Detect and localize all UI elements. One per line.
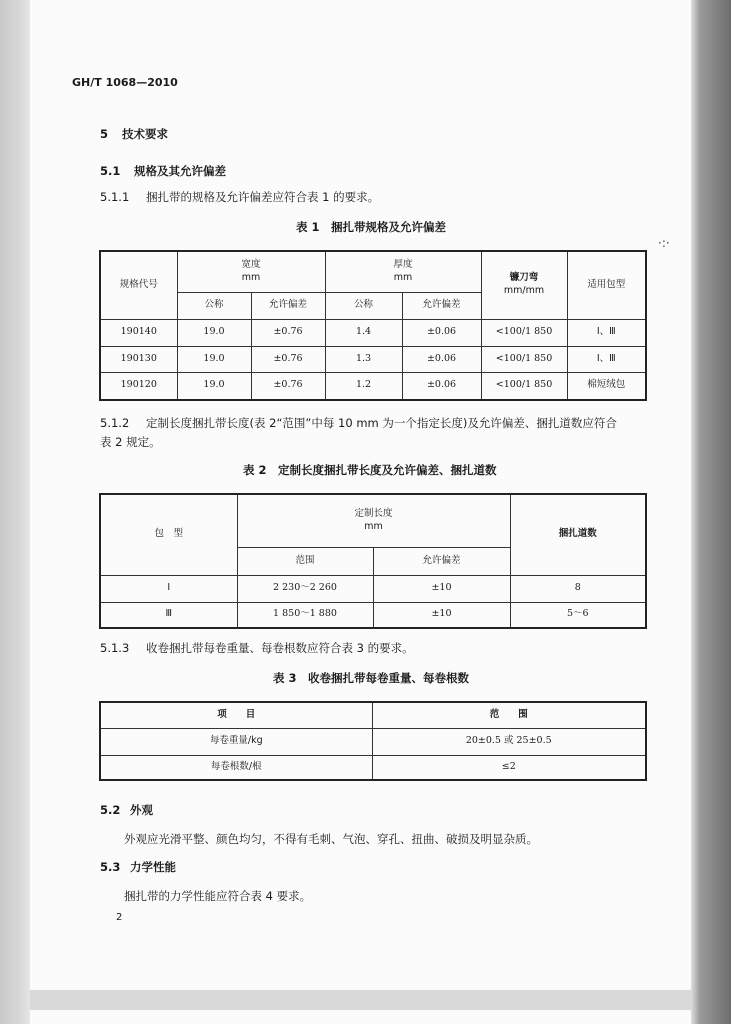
table-2 [99,493,647,629]
t1-cell-code: 190130 [100,346,177,372]
t3-cell-range: 20±0.5 或 25±0.5 [372,728,646,755]
section-5-2-text: 外观应光滑平整、颜色均匀，不得有毛刺、气泡、穿孔、扭曲、破损及明显杂质。 [124,832,538,846]
t1-header-spec: 规格代号 [100,251,177,319]
table-1-caption: 表 1 捆扎带规格及允许偏差 [296,220,447,234]
t2-sub-tol: 允许偏差 [373,547,510,575]
t1-cell-code: 190140 [100,319,177,346]
t3-cell-item: 每卷根数/根 [100,755,372,780]
section-5-3-num: 5.3 [100,860,121,874]
t1-sub-width-nominal: 公称 [177,292,251,319]
t2-header-bale: 包 型 [100,494,237,575]
t1-cell-width-tol: ±0.76 [251,319,325,346]
table-2-caption: 表 2 定制长度捆扎带长度及允许偏差、捆扎道数 [243,463,497,477]
t1-header-thickness: 厚度 mm [325,251,481,292]
t1-cell-bale: 棉短绒包 [567,372,646,400]
t1-sub-thick-tol: 允许偏差 [402,292,481,319]
t1-cell-sickle: <100/1 850 [481,372,567,400]
t3-header-range: 范 围 [372,702,646,728]
t2-cell-tol: ±10 [373,602,510,628]
section-5-1-2-line2: 表 2 规定。 [100,435,161,449]
section-5-1-3-num: 5.1.3 [100,641,130,655]
section-5-1-1-num: 5.1.1 [100,190,130,204]
t1-cell-thick-tol: ±0.06 [402,372,481,400]
t2-cell-tol: ±10 [373,575,510,602]
t3-cell-range: ≤2 [372,755,646,780]
table-row [100,575,646,602]
t2-cell-bale: Ⅰ [100,575,237,602]
section-5-1-title: 规格及其允许偏差 [134,164,226,178]
t1-cell-width-tol: ±0.76 [251,372,325,400]
t1-cell-width: 19.0 [177,319,251,346]
table-row [100,346,646,372]
scan-speck: ·:· [658,236,670,250]
section-5-2-num: 5.2 [100,803,121,817]
table-row [100,755,646,780]
section-5-num: 5 [100,127,109,141]
table-3-caption: 表 3 收卷捆扎带每卷重量、每卷根数 [273,671,470,685]
t1-cell-thickness: 1.4 [325,319,402,346]
t1-cell-thick-tol: ±0.06 [402,346,481,372]
next-page-edge [30,1010,691,1024]
section-5-title: 技术要求 [122,127,168,141]
section-5-1-1-text: 捆扎带的规格及允许偏差应符合表 1 的要求。 [146,190,380,204]
table-row [100,319,646,346]
t1-sub-thick-nominal: 公称 [325,292,402,319]
t1-cell-width-tol: ±0.76 [251,346,325,372]
t1-cell-sickle: <100/1 850 [481,319,567,346]
t1-cell-width: 19.0 [177,346,251,372]
t1-cell-thickness: 1.3 [325,346,402,372]
section-5-1-3-text: 收卷捆扎带每卷重量、每卷根数应符合表 3 的要求。 [146,641,414,655]
table-1 [99,250,647,401]
section-5-1-num: 5.1 [100,164,121,178]
page-gap [30,990,691,1010]
t1-cell-bale: Ⅰ、Ⅲ [567,319,646,346]
section-5-3-title: 力学性能 [130,860,176,874]
t2-header-straps: 捆扎道数 [510,494,646,575]
page-number: 2 [116,912,123,923]
section-5-1-2-num: 5.1.2 [100,416,130,430]
t3-cell-item: 每卷重量/kg [100,728,372,755]
t1-sub-width-tol: 允许偏差 [251,292,325,319]
t1-cell-bale: Ⅰ、Ⅲ [567,346,646,372]
t1-cell-sickle: <100/1 850 [481,346,567,372]
t2-cell-range: 1 850～1 880 [237,602,373,628]
t1-header-sickle: 镰刀弯 mm/mm [481,251,567,319]
table-3 [99,701,647,781]
table-row [100,372,646,400]
t1-cell-thickness: 1.2 [325,372,402,400]
section-5-1-2-line1: 定制长度捆扎带长度(表 2“范围”中每 10 mm 为一个指定长度)及允许偏差、捆扎道数应符合 [146,416,617,430]
t1-header-bale: 适用包型 [567,251,646,319]
t1-cell-code: 190120 [100,372,177,400]
t1-cell-width: 19.0 [177,372,251,400]
t1-cell-thick-tol: ±0.06 [402,319,481,346]
t2-cell-range: 2 230～2 260 [237,575,373,602]
t1-header-width: 宽度 mm [177,251,325,292]
t3-header-item: 项 目 [100,702,372,728]
doc-header-id: GH/T 1068—2010 [72,76,178,89]
table-row [100,728,646,755]
t2-cell-straps: 8 [510,575,646,602]
t2-header-length: 定制长度 mm [237,494,510,547]
t2-sub-range: 范围 [237,547,373,575]
section-5-2-title: 外观 [130,803,153,817]
t2-cell-straps: 5～6 [510,602,646,628]
t2-cell-bale: Ⅲ [100,602,237,628]
section-5-3-text: 捆扎带的力学性能应符合表 4 要求。 [124,889,312,903]
table-row [100,602,646,628]
